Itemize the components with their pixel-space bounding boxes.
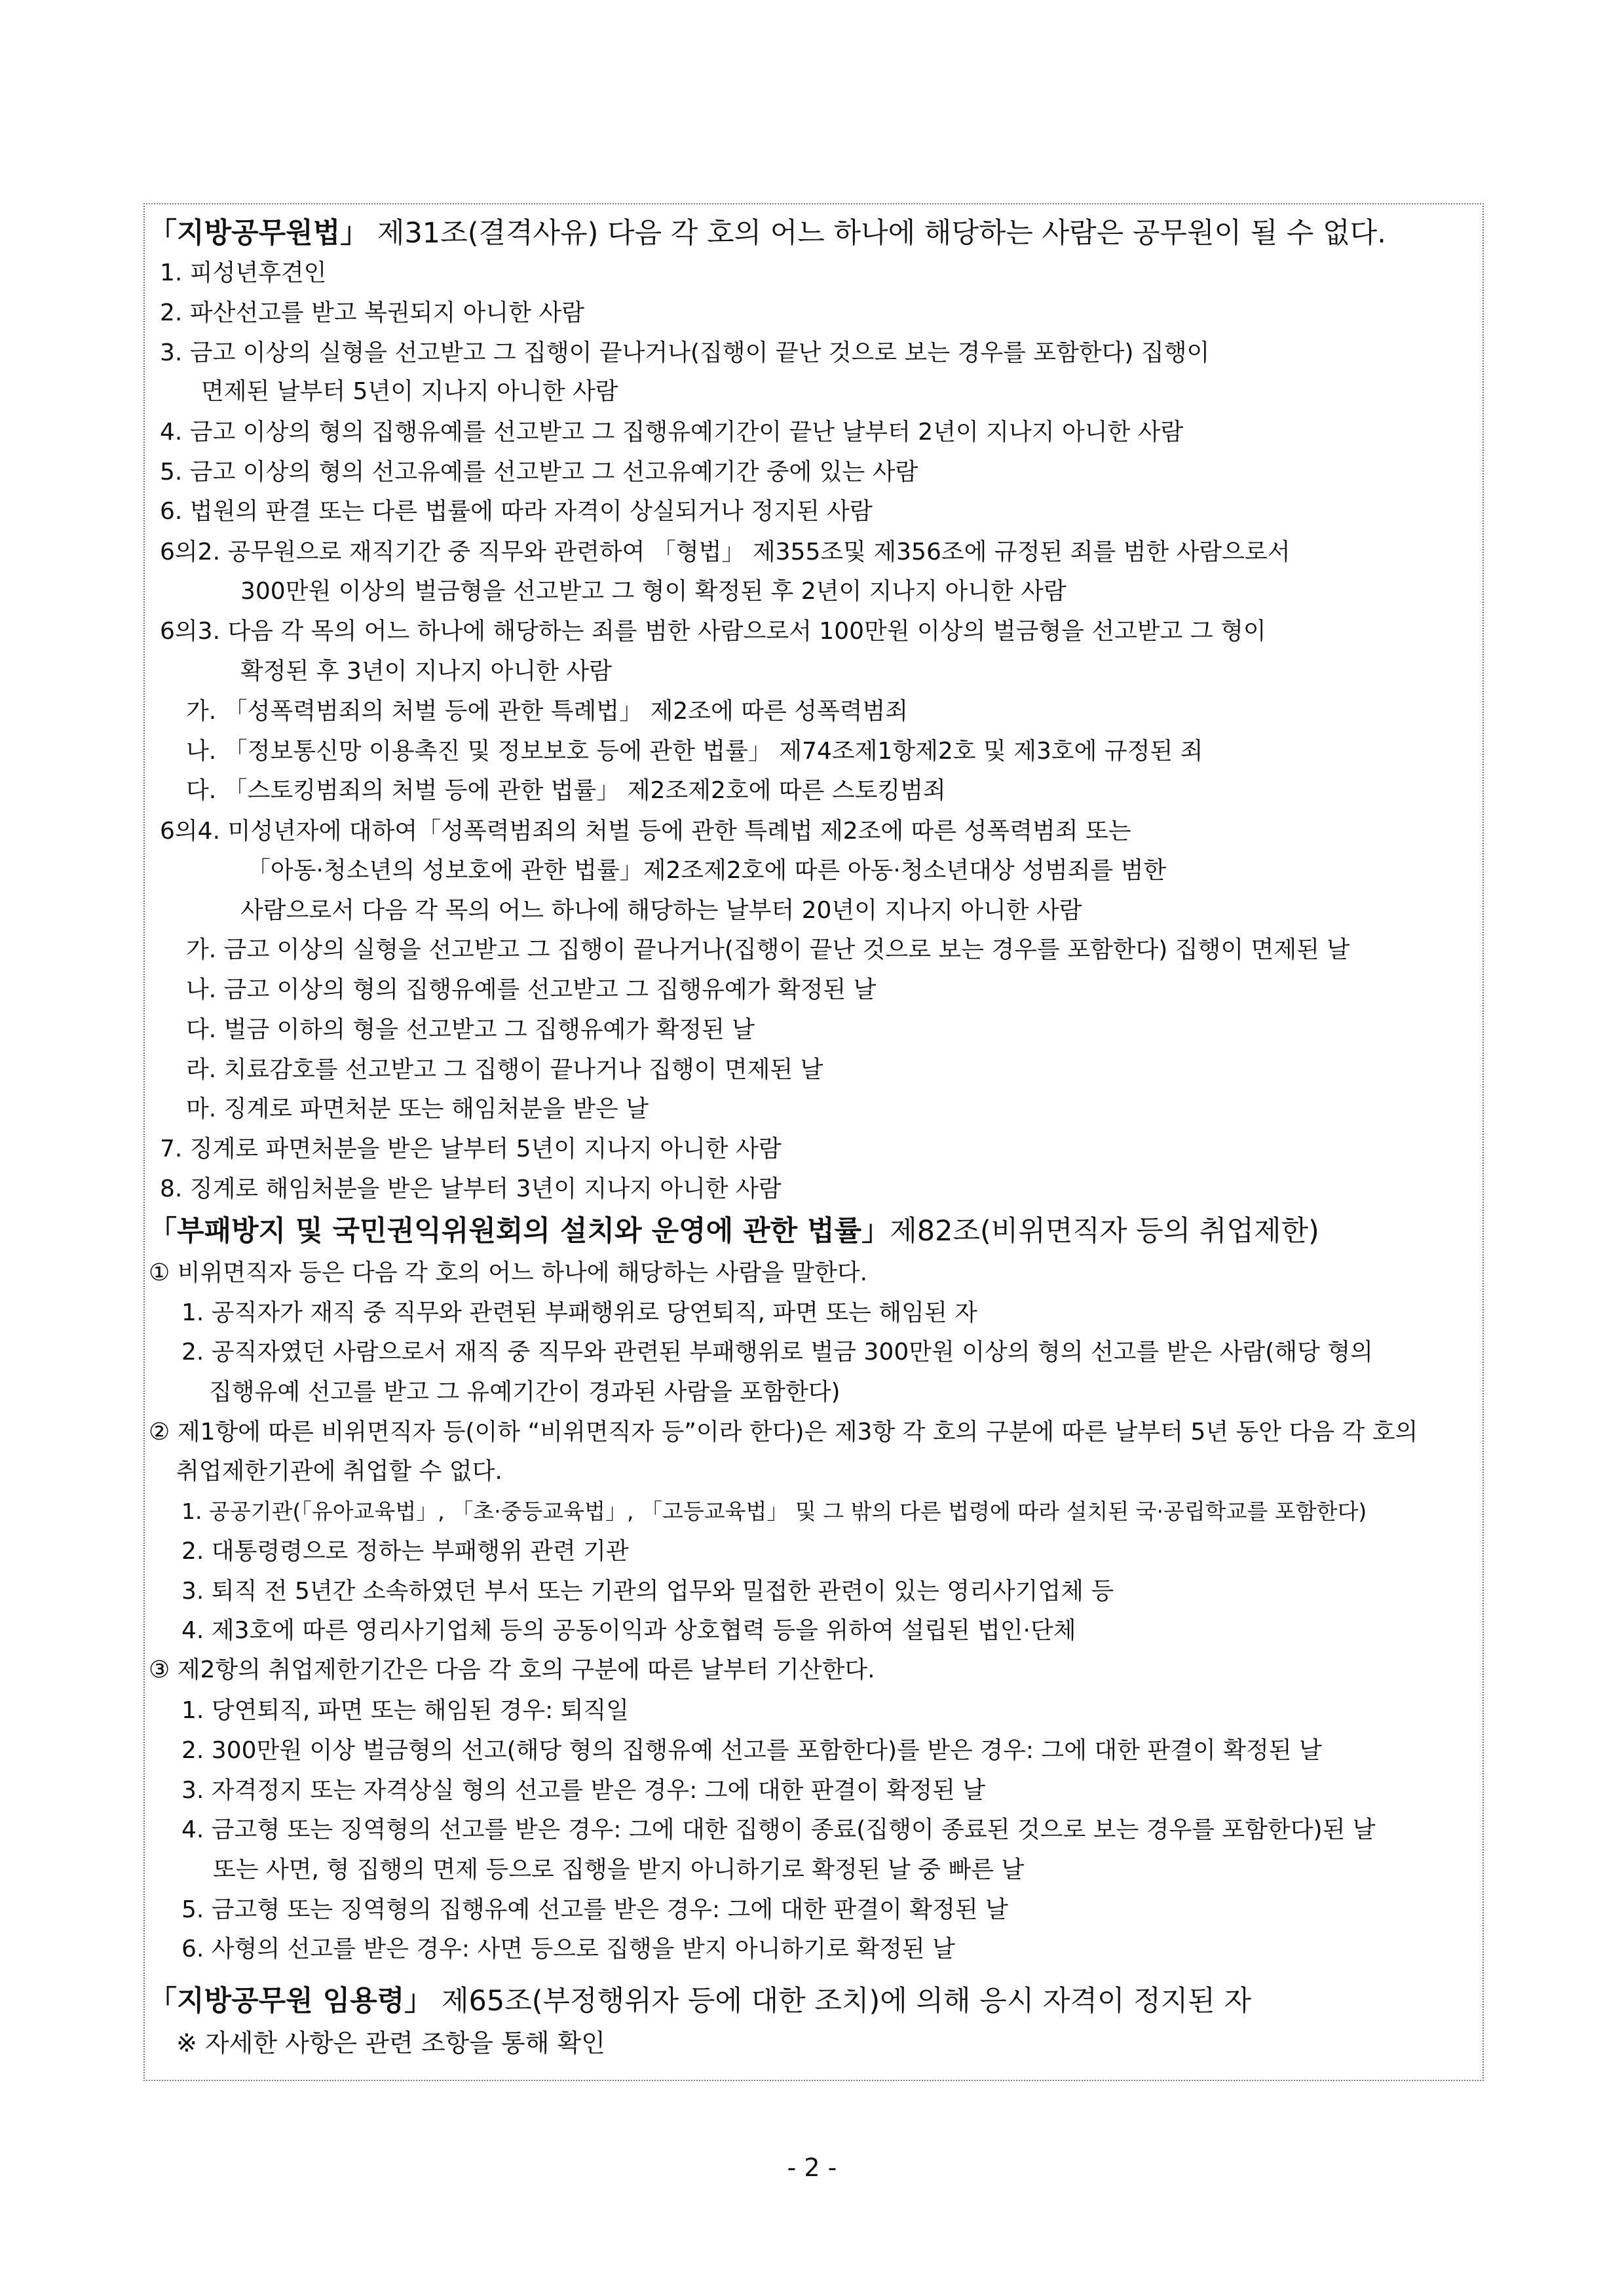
law1-subitem: 나. 「정보통신망 이용촉진 및 정보보호 등에 관한 법률」 제74조제1항제2호 및 제3호에 규정된 죄 [186, 738, 1203, 765]
law2-item: 4. 제3호에 따른 영리사기업체 등의 공동이익과 상호협력 등을 위하여 설립된 법인·단체 [181, 1617, 1076, 1644]
law1-item: 6. 법원의 판결 또는 다른 법률에 따라 자격이 상실되거나 정지된 사람 [160, 498, 873, 525]
law1-item: 5. 금고 이상의 형의 선고유예를 선고받고 그 선고유예기간 중에 있는 사람 [160, 459, 918, 486]
law1-item: 6의2. 공무원으로 재직기간 중 직무와 관련하여 「형법」 제355조및 제356조에 규정된 죄를 범한 사람으로서 [160, 539, 1291, 565]
law1-subitem: 가. 금고 이상의 실형을 선고받고 그 집행이 끝나거나(집행이 끝난 것으로 보는 경우를 포함한다) 집행이 면제된 날 [186, 936, 1350, 963]
law2-item: 2. 대통령령으로 정하는 부패행위 관련 기관 [181, 1538, 629, 1565]
law2-item: 3. 퇴직 전 5년간 소속하였던 부서 또는 기관의 업무와 밀접한 관련이 있는 영리사기업체 등 [181, 1578, 1114, 1605]
law2-item: 4. 금고형 또는 징역형의 선고를 받은 경우: 그에 대한 집행이 종료(집행이 종료된 것으로 보는 경우를 포함한다)된 날 [181, 1816, 1376, 1843]
law2-paragraph-cont: 취업제한기관에 취업할 수 없다. [176, 1458, 502, 1485]
law2-item: 2. 300만원 이상 벌금형의 선고(해당 형의 집행유예 선고를 포함한다)를 받은 경우: 그에 대한 판결이 확정된 날 [181, 1737, 1322, 1764]
legal-content-box [143, 203, 1484, 2081]
law2-item-cont: 집행유예 선고를 받고 그 유예기간이 경과된 사람을 포함한다) [209, 1379, 840, 1406]
law2-item: 2. 공직자였던 사람으로서 재직 중 직무와 관련된 부패행위로 벌금 300만원 이상의 형의 선고를 받은 사람(해당 형의 [181, 1339, 1373, 1366]
law3-title: 제65조(부정행위자 등에 대한 조치)에 의해 응시 자격이 정지된 자 [432, 1985, 1252, 2018]
law1-item: 1. 피성년후견인 [160, 259, 327, 286]
law1-item-cont: 면제된 날부터 5년이 지나지 아니한 사람 [201, 378, 618, 405]
law2-paragraph: ② 제1항에 따른 비위면직자 등(이하 “비위면직자 등”이라 한다)은 제3항 각 호의 구분에 따른 날부터 5년 동안 다음 각 호의 [149, 1419, 1418, 1445]
law1-item: 2. 파산선고를 받고 복권되지 아니한 사람 [160, 299, 584, 326]
law1-item: 8. 징계로 해임처분을 받은 날부터 3년이 지나지 아니한 사람 [160, 1176, 782, 1202]
law2-item: 1. 공직자가 재직 중 직무와 관련된 부패행위로 당연퇴직, 파면 또는 해임된 자 [181, 1299, 977, 1326]
law1-item-cont: 사람으로서 다음 각 목의 어느 하나에 해당하는 날부터 20년이 지나지 아니한 사람 [240, 897, 1082, 924]
law1-item-cont: 확정된 후 3년이 지나지 아니한 사람 [240, 658, 612, 685]
law1-item: 4. 금고 이상의 형의 집행유예를 선고받고 그 집행유예기간이 끝난 날부터 2년이 지나지 아니한 사람 [160, 419, 1184, 446]
law1-subitem: 라. 치료감호를 선고받고 그 집행이 끝나거나 집행이 면제된 날 [186, 1056, 823, 1083]
law1-item: 3. 금고 이상의 실형을 선고받고 그 집행이 끝나거나(집행이 끝난 것으로 보는 경우를 포함한다) 집행이 [160, 339, 1210, 366]
law2-item: 1. 당연퇴직, 파면 또는 해임된 경우: 퇴직일 [181, 1697, 629, 1724]
law2-paragraph: ③ 제2항의 취업제한기간은 다음 각 호의 구분에 따른 날부터 기산한다. [149, 1656, 875, 1683]
law1-subitem: 나. 금고 이상의 형의 집행유예를 선고받고 그 집행유예가 확정된 날 [186, 976, 877, 1003]
law1-title: 제31조(결격사유) 다음 각 호의 어느 하나에 해당하는 사람은 공무원이 될 수 없다. [368, 217, 1386, 250]
law2-item: 1. 공공기관(「유아교육법」, 「초·중등교육법」, 「고등교육법」 및 그 밖의 다른 법령에 따라 설치된 국·공립학교를 포함한다) [181, 1499, 1367, 1524]
law2-item: 5. 금고형 또는 징역형의 집행유예 선고를 받은 경우: 그에 대한 판결이 확정된 날 [181, 1896, 1008, 1923]
law1-item: 6의4. 미성년자에 대하여「성폭력범죄의 처벌 등에 관한 특례법 제2조에 따른 성폭력범죄 또는 [160, 818, 1131, 845]
law1-subitem: 마. 징계로 파면처분 또는 해임처분을 받은 날 [186, 1096, 649, 1122]
law3-heading [149, 1983, 1251, 2019]
law2-name: 「부패방지 및 국민권익위원회의 설치와 운영에 관한 법률」 [149, 1215, 890, 1248]
law3-name: 「지방공무원 임용령」 [149, 1985, 433, 2018]
law1-item: 7. 징계로 파면처분을 받은 날부터 5년이 지나지 아니한 사람 [160, 1136, 782, 1162]
law1-subitem: 다. 벌금 이하의 형을 선고받고 그 집행유예가 확정된 날 [186, 1016, 755, 1043]
law1-subitem: 다. 「스토킹범죄의 처벌 등에 관한 법률」 제2조제2호에 따른 스토킹범죄 [186, 777, 946, 804]
law1-item: 6의3. 다음 각 목의 어느 하나에 해당하는 죄를 범한 사람으로서 100만원 이상의 벌금형을 선고받고 그 형이 [160, 618, 1266, 645]
law2-paragraph: ① 비위면직자 등은 다음 각 호의 어느 하나에 해당하는 사람을 말한다. [149, 1259, 868, 1286]
law2-item: 6. 사형의 선고를 받은 경우: 사면 등으로 집행을 받지 아니하기로 확정된 날 [181, 1936, 955, 1962]
law1-subitem: 가. 「성폭력범죄의 처벌 등에 관한 특례법」 제2조에 따른 성폭력범죄 [186, 698, 909, 725]
law2-heading [149, 1214, 1319, 1249]
law2-title: 제82조(비위면직자 등의 취업제한) [890, 1215, 1319, 1248]
law1-item-cont: 300만원 이상의 벌금형을 선고받고 그 형이 확정된 후 2년이 지나지 아니한 사람 [240, 578, 1067, 605]
law1-name: 「지방공무원법」 [149, 217, 369, 250]
law3-note: ※ 자세한 사항은 관련 조항을 통해 확인 [176, 2029, 605, 2057]
page-number: - 2 - [787, 2153, 837, 2182]
law1-item-cont: 「아동·청소년의 성보호에 관한 법률」제2조제2호에 따른 아동·청소년대상 성범죄를 범한 [247, 857, 1167, 884]
law1-heading [149, 216, 1386, 251]
law2-item: 3. 자격정지 또는 자격상실 형의 선고를 받은 경우: 그에 대한 판결이 확정된 날 [181, 1777, 986, 1804]
law2-item-cont: 또는 사면, 형 집행의 면제 등으로 집행을 받지 아니하기로 확정된 날 중 빠른 날 [213, 1856, 1025, 1883]
